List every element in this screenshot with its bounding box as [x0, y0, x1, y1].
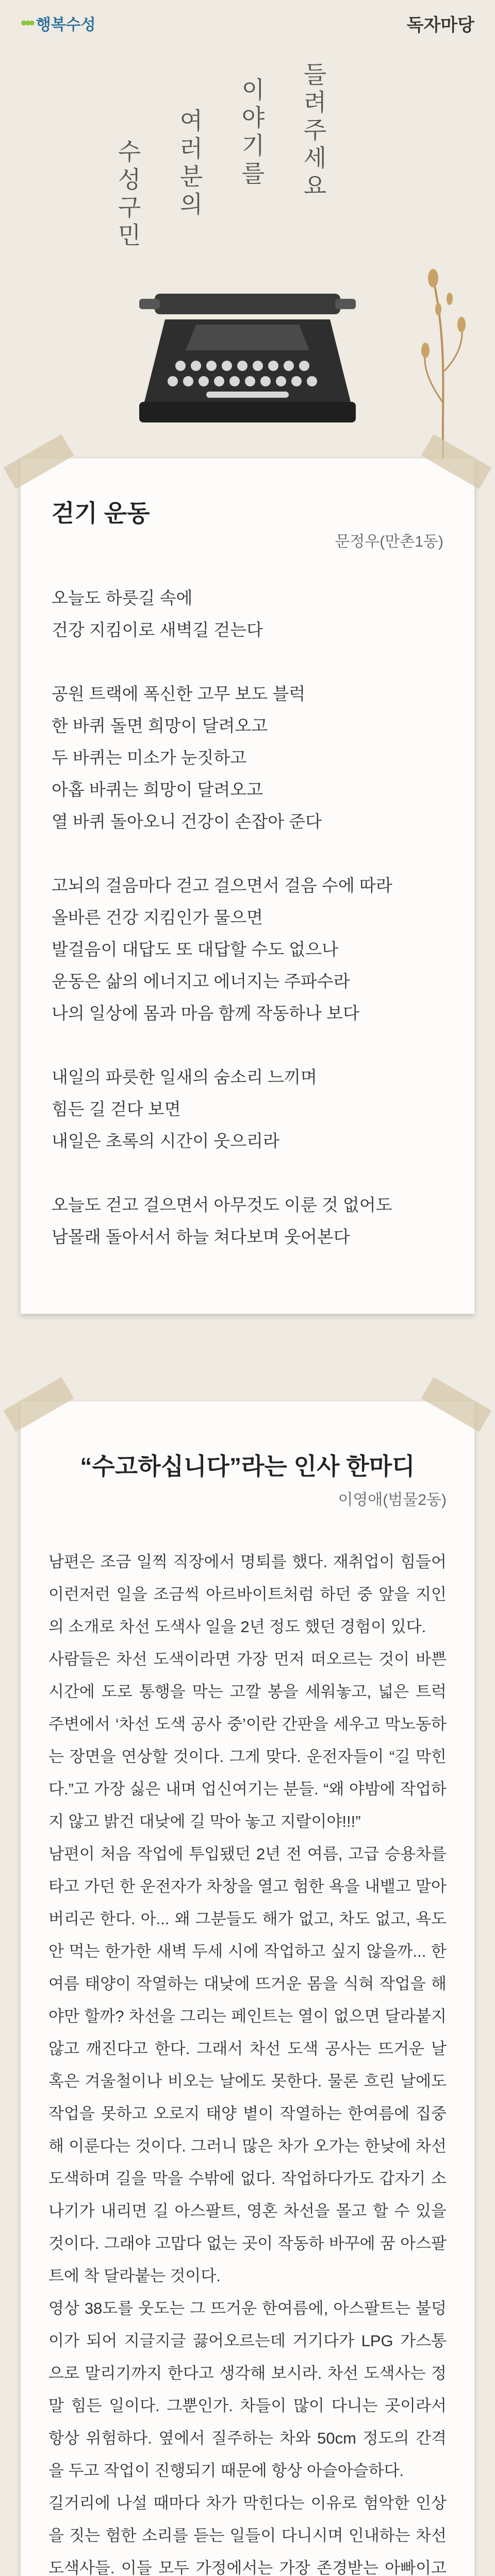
essay-paragraph: 남편은 조금 일찍 직장에서 명퇴를 했다. 재취업이 힘들어 이런저런 일을 조금씩 아르바이트처럼 하던 중 앞을 지인의 소개로 차선 도색사 일을 2년 정도 했던 경험이 있다. [48, 1553, 447, 1636]
poem-stanza: 고뇌의 걸음마다 걷고 걸으면서 걸음 수에 따라 올바른 건강 지킴인가 물으면 발걸음이 대답도 또 대답할 수도 없으나 운동은 삶의 에너지고 에너지는 주파수라 나의 일상에 몸과 마음 함께 작동하나 보다 [52, 876, 392, 1023]
hero-banner [0, 46, 495, 469]
poem-stanza: 오늘도 하릇길 속에 건강 지킴이로 새벽길 걷는다 [52, 588, 263, 639]
poem-stanza: 내일의 파릇한 일새의 숨소리 느끼며 힘든 길 걷다 보면 내일은 초록의 시간이 웃으리라 [52, 1067, 317, 1150]
essay-author: 이영애(범물2동) [338, 1492, 447, 1509]
section-title: 독자마당 [406, 15, 474, 35]
poem-stanza: 오늘도 걷고 걸으면서 아무것도 이룬 것 없어도 남몰래 돌아서서 하늘 쳐다보며 웃어본다 [52, 1195, 392, 1246]
dried-flower-icon [412, 247, 474, 464]
poem-title: 걷기 운동 [52, 500, 150, 527]
essay-paragraph: 남편이 처음 작업에 투입됐던 2년 전 여름, 고급 승용차를 타고 가던 한 운전자가 차창을 열고 험한 욕을 내뱉고 말아버리곤 한다. 아... 왜 그분들도 해가 없고, 차도 없고, 욕도 안 먹는 한가한 새벽 두세 시에 작업하고 싶지 않을까... 한여름 태양이 작열하는 대낮에 뜨거운 몸을 식혀 작업을 해야만 할까? 차선을 그리는 페인트는 열이 없으면 달라붙지 않고 깨진다고 한다. 그래서 차선 도색 공사는 뜨거운 날 혹은 겨울철이나 비오는 날에도 못한다. 물론 흐린 날에도 작업을 못하고 오로지 태양 볕이 작열하는 한여름에 집중해 이룬다는 것이다. 그러니 많은 차가 오가는 한낮에 차선 도색하며 길을 막을 수밖에 없다. 작업하다가도 갑자기 소나기가 내리면 길 아스팔트, 영혼 차선을 몰고 할 수 있을 것이다. 그래야 고맙다 없는 곳이 작동하 바꾸에 꿈 아스팔트에 착 달라붙는 것이다. [48, 1845, 447, 2285]
essay-paragraph: 사람들은 차선 도색이라면 가장 먼저 떠오르는 것이 바쁜 시간에 도로 통행을 막는 고깔 봉을 세워놓고, 넓은 트럭 주변에서 ‘차선 도색 공사 중’이란 간판을 세우고 막노동하는 장면을 연상할 것이다. 그게 맞다. 운전자들이 “길 막힌다.”고 가장 싫은 내며 업신여기는 분들. “왜 야밤에 작업하지 않고 밝건 대낮에 길 막아 놓고 지랄이야!!!” [48, 1650, 447, 1831]
essay-paragraph: 길거리에 나설 때마다 차가 막힌다는 이유로 험악한 인상을 짓는 험한 소리를 듣는 일들이 다니시며 인내하는 차선 도색사들. 이들 모두 가정에서는 가장 존경받는 아빠이고 [48, 2494, 447, 2576]
hero-column-1: 들려주세요 [300, 62, 327, 201]
poem-author: 문정우(만촌1동) [335, 533, 443, 550]
hero-column-4: 수성구민 [114, 139, 142, 250]
logo-text: 행복수성 [36, 16, 96, 33]
essay-card [21, 1401, 474, 2576]
essay-paragraph: 영상 38도를 웃도는 그 뜨거운 한여름에, 아스팔트는 불덩이가 되어 지글지글 끓어오르는데 거기다가 LPG 가스통으로 말리기까지 한다고 생각해 보시라. 차선 도색사는 정말 힘든 일이다. 그뿐인가. 차들이 많이 다니는 곳이라서 항상 위험하다. 옆에서 질주하는 차와 50cm 정도의 간격을 두고 작업이 진행되기 때문에 항상 아슬아슬하다. [48, 2299, 447, 2480]
top-bar [0, 0, 495, 46]
essay-title: “수고하십니다”라는 인사 한마디 [80, 1453, 415, 1480]
poem-stanza: 공원 트랙에 폭신한 고무 보도 블럭 한 바퀴 돌면 희망이 달려오고 두 바퀴는 미소가 눈짓하고 아홉 바퀴는 희망이 달려오고 열 바퀴 돌아오니 건강이 손잡아 준다 [52, 684, 322, 831]
logo-mark-icon: ••• [21, 13, 33, 33]
typewriter-icon [134, 289, 361, 443]
tape-decoration [4, 1377, 74, 1432]
tape-decoration [421, 1377, 492, 1432]
logo[interactable] [21, 12, 96, 35]
poem-card [21, 459, 474, 1314]
hero-column-3: 여러분의 [176, 108, 204, 219]
hero-column-2: 이야기를 [238, 77, 266, 189]
